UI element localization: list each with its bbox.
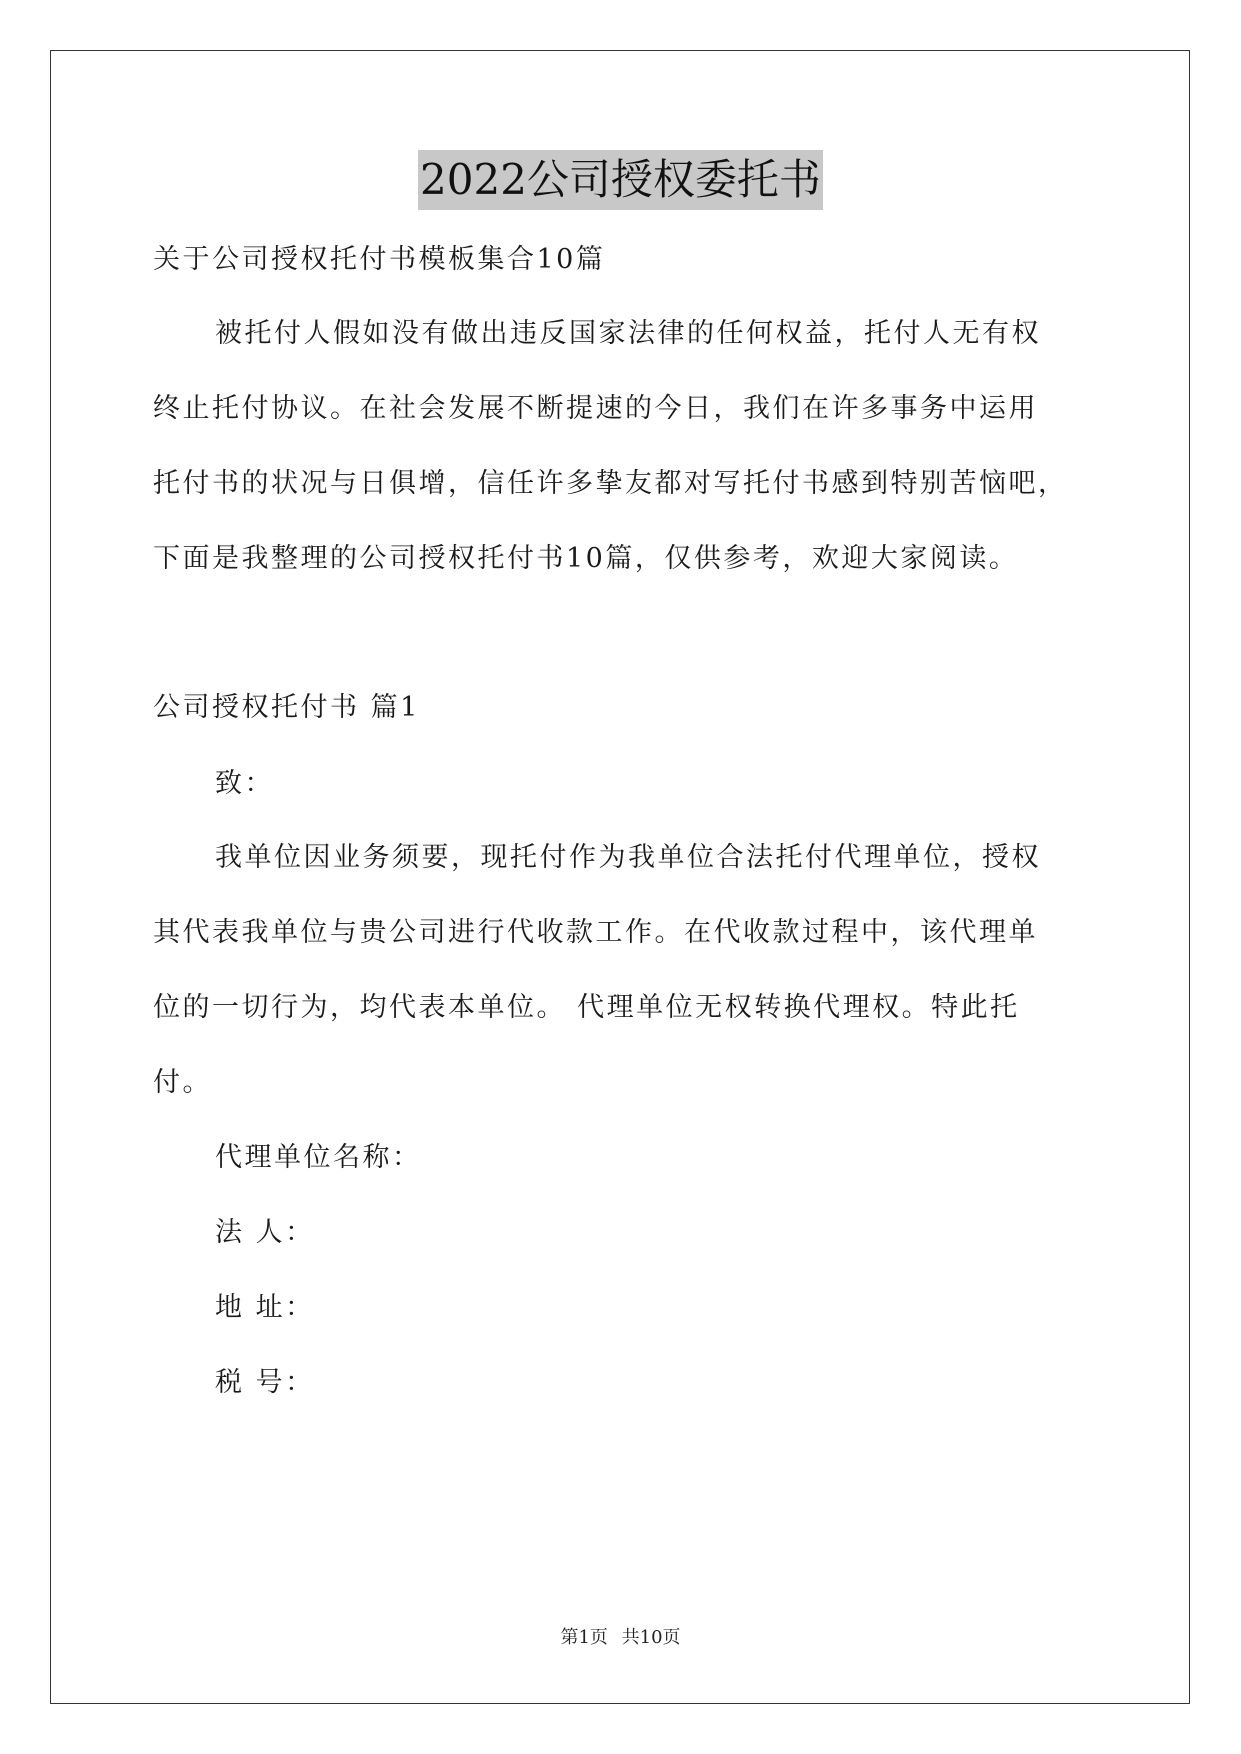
body-line-4: 付。 bbox=[153, 1067, 212, 1098]
field-tax-number: 税 号： bbox=[215, 1367, 315, 1398]
section-heading: 公司授权托付书 篇1 bbox=[153, 692, 420, 723]
field-address: 地 址： bbox=[215, 1292, 315, 1323]
document-subtitle: 关于公司授权托付书模板集合10篇 bbox=[153, 244, 606, 275]
page-number: 第1页 bbox=[560, 1627, 608, 1648]
field-legal-person: 法 人： bbox=[215, 1217, 315, 1248]
field-agent-name: 代理单位名称： bbox=[215, 1142, 422, 1173]
body-line-2: 其代表我单位与贵公司进行代收款工作。在代收款过程中，该代理单 bbox=[153, 917, 1038, 948]
body-line-3: 位的一切行为，均代表本单位。 代理单位无权转换代理权。特此托 bbox=[153, 992, 1020, 1023]
intro-line-3: 托付书的状况与日俱增，信任许多挚友都对写托付书感到特别苦恼吧， bbox=[153, 468, 1068, 499]
body-line-1: 我单位因业务须要，现托付作为我单位合法托付代理单位，授权 bbox=[215, 842, 1041, 873]
intro-line-1: 被托付人假如没有做出违反国家法律的任何权益，托付人无有权 bbox=[215, 318, 1041, 349]
intro-line-2: 终止托付协议。在社会发展不断提速的今日，我们在许多事务中运用 bbox=[153, 393, 1038, 424]
intro-line-4: 下面是我整理的公司授权托付书10篇，仅供参考，欢迎大家阅读。 bbox=[153, 543, 1019, 574]
page-total: 共10页 bbox=[621, 1627, 681, 1648]
page-footer bbox=[0, 1626, 1241, 1650]
salutation: 致： bbox=[215, 768, 274, 799]
document-title: 2022公司授权委托书 bbox=[418, 150, 823, 210]
title-container bbox=[0, 150, 1241, 210]
